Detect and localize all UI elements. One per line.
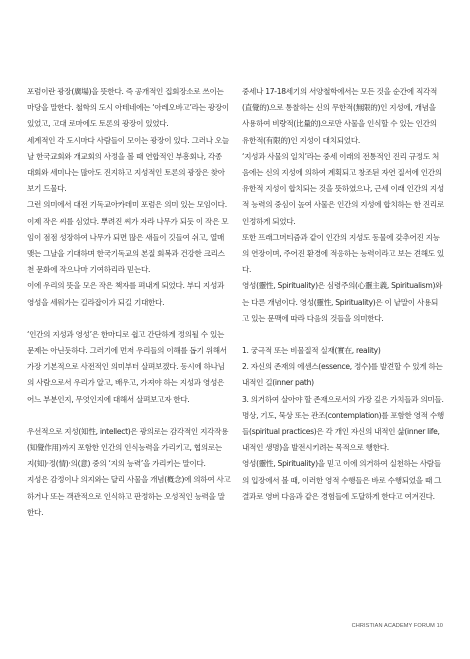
page-footer: CHRISTIAN ACADEMY FORUM 10 <box>351 623 443 629</box>
left-column <box>27 84 231 521</box>
paragraph: 이에 우리의 뜻을 모은 작은 책자를 펴내게 되었다. 부디 지성과 영성을 세워가는 길라잡이가 되길 기대한다. <box>27 281 225 307</box>
paragraph: ‘지성과 사물의 일치’라는 중세 이래의 전통적인 진리 규정도 처음에는 신의 지성에 의하여 계획되고 창조된 자연 질서에 인간의 유한적 지성이 합치되는 것을 뜻하였으나, 근세 이래 인간의 지성적 능력의 중심이 높여 사물은 인간의 지성에 합치하는 한 진리로 인정하게 되었다. <box>242 151 444 226</box>
paragraph: 포럼이란 광장(廣場)을 뜻한다. 즉 공개적인 집회장소로 쓰이는 마당을 말한다. 철학의 도시 아테네에는 ‘아레오바고’라는 광장이 있었고, 고대 로마에도 토론의 광장이 있었다. <box>27 87 229 129</box>
paragraph: 세계적인 각 도시마다 사람들이 모이는 광장이 있다. 그러나 오늘날 한국교회와 개교회의 사정을 볼 때 연합적인 부흥회나, 각종 대회와 세미나는 많아도 진지하고 지성적인 토론의 광장은 찾아보기 드물다. <box>27 135 229 194</box>
list-item: 2. 자신의 존재의 에센스(essence, 정수)를 발견할 수 있게 하는 내적인 길(inner path) <box>242 362 443 388</box>
right-column <box>242 84 444 505</box>
list-item: 1. 궁극적 또는 비물질적 실재(實在, reality) <box>242 346 381 356</box>
spacer <box>27 408 231 424</box>
paragraph: 그런 의미에서 대전 기독교아카데미 포럼은 의미 있는 모임이다. 이제 작은 씨를 심었다. 뿌려진 씨가 자라 나무가 되듯 이 작은 모임이 점점 성장하여 나무가 되면 많은 새들이 깃들여 쉬고, 열매 맺는 그날을 기대하며 한국기독교의 본질 회복과 건강한 크리스천 문화에 작으나마 기여하리라 믿는다. <box>27 200 229 275</box>
paragraph: 지성은 감정이나 의지와는 달리 사물을 개념(槪念)에 의하여 사고하거나 또는 객관적으로 인식하고 판정하는 오성적인 능력을 말한다. <box>27 475 231 517</box>
spacer <box>242 327 444 343</box>
paragraph: 영성(靈性, Spirituality)은 심령주의(心靈主義, Spiritualism)와는 다른 개념이다. 영성(靈性, Spirituality)은 이 낱말이 사용되고 있는 문맥에 따라 다음의 것들을 의미한다. <box>242 281 443 323</box>
spacer <box>27 311 231 327</box>
paragraph: 영성(靈性, Spirituality)을 믿고 이에 의거하여 실천하는 사람들의 입장에서 볼 때, 이러한 영적 수행들은 바로 수행되었을 때 그 결과로 영버 다음과 같은 경험들에 도달하게 한다고 여겨진다. <box>242 459 442 501</box>
paragraph: 우선적으로 지성(知性, intellect)은 광의로는 감각적인 지각작용(知覺作用)까지 포함한 인간의 인식능력을 가리키고, 협의로는 지(知)·정(情)·의(意) 중의 ‘지의 능력’을 가리키는 말이다. <box>27 426 229 469</box>
list-item: 3. 의거하여 살아야 할 존재으로서의 가장 깊은 가치들과 의미들. 명상, 기도, 묵상 또는 관조(contemplation)를 포함한 영적 수행들(spiritual practices)은 각 개인 자신의 내적인 삶(inner life, 내적인 생명)을 발전시키려는 목적으로 행한다. <box>242 394 444 453</box>
paragraph: 또한 프래그머티즘과 같이 인간의 지성도 동물에 갖추어진 지능의 연장이며, 주어진 환경에 적응하는 능력이라고 보는 견해도 있다. <box>242 232 444 275</box>
paragraph: ‘인간의 지성과 영성’은 한마디로 쉽고 간단하게 정의될 수 있는 문제는 아닌듯하다. 그러기에 먼저 우리들의 이해를 돕기 위해서 가장 기본적으로 사전적인 의미부터 살펴보겠다. 동시에 하나님의 사람으로서 우리가 알고, 배우고, 가져야 하는 지성과 영성은 어느 부분인지, 무엇인지에 대해서 살펴보고자 한다. <box>27 329 227 404</box>
paragraph: 중세나 17-18세기의 서양철학에서는 모든 것을 순간에 직각적(直覺的)으로 통찰하는 신의 무한적(無限的)인 지성에, 개념을 사용하여 비량적(比量的)으로만 사물을 인식할 수 있는 인간의 유한적(有限的)인 지성이 대치되었다. <box>242 87 438 145</box>
